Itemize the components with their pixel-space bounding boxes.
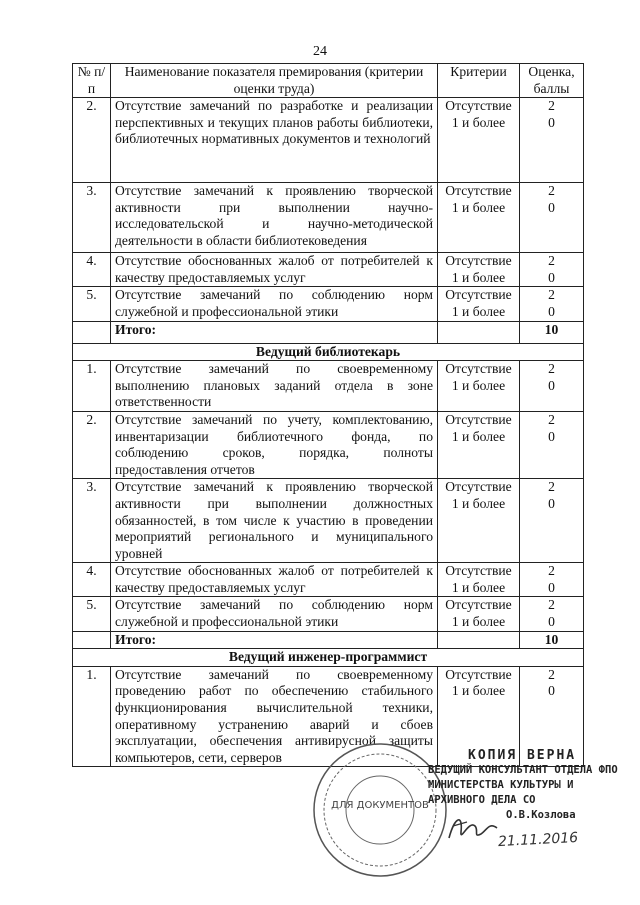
row-number: 1. (73, 361, 111, 412)
section-title: Ведущий инженер-программист (73, 649, 584, 667)
row-criteria: Отсутствие 1 и более (438, 479, 520, 563)
row-criteria: Отсутствие 1 и более (438, 98, 520, 183)
row-score: 2 0 (520, 597, 584, 631)
section-title: Ведущий библиотекарь (73, 343, 584, 361)
header-num: № п/п (73, 64, 111, 98)
certifier-name: О.В.Козлова (506, 809, 576, 821)
total-value: 10 (520, 631, 584, 649)
row-indicator: Отсутствие замечаний по разработке и реализации перспективных и текущих планов работы библиотеки, библиотечных нормативных документов и технологий (111, 98, 438, 183)
row-score: 2 0 (520, 361, 584, 412)
row-criteria: Отсутствие 1 и более (438, 666, 520, 767)
row-number: 4. (73, 253, 111, 287)
header-criteria: Критерии (438, 64, 520, 98)
row-criteria: Отсутствие 1 и более (438, 411, 520, 478)
row-indicator: Отсутствие замечаний по соблюдению норм служебной и профессиональной этики (111, 597, 438, 631)
row-number: 2. (73, 411, 111, 478)
row-indicator: Отсутствие замечаний по учету, комплектованию, инвентаризации библиотечного фонда, по соблюдению сроков, порядка, полноты предоставления отчетов (111, 411, 438, 478)
handwritten-signature (445, 808, 505, 848)
row-number: 5. (73, 287, 111, 321)
row-score: 2 0 (520, 253, 584, 287)
row-number: 2. (73, 98, 111, 183)
header-name: Наименование показателя премирования (критерии оценки труда) (111, 64, 438, 98)
certification-line: МИНИСТЕРСТВА КУЛЬТУРЫ И (428, 779, 574, 791)
row-score: 2 0 (520, 479, 584, 563)
row-score: 2 0 (520, 411, 584, 478)
table-row (73, 361, 584, 412)
row-criteria: Отсутствие 1 и более (438, 563, 520, 597)
table-row (73, 253, 584, 287)
row-indicator: Отсутствие замечаний по своевременному проведению работ по обеспечению стабильного функционирования вычислительной техники, оперативному устранению аварий и сбоев эксплуатации, обеспечения антивирусной защиты компьютеров, сети, серверов (111, 666, 438, 767)
table-row (73, 597, 584, 631)
row-score: 2 0 (520, 98, 584, 183)
row-indicator: Отсутствие замечаний к проявлению творческой активности при выполнении должностных обязанностей, в том числе к участию в проведении мероприятий регионального и муниципального уровней (111, 479, 438, 563)
row-criteria: Отсутствие 1 и более (438, 287, 520, 321)
row-number: 3. (73, 479, 111, 563)
row-number: 4. (73, 563, 111, 597)
row-score: 2 0 (520, 287, 584, 321)
table-header-row (73, 64, 584, 98)
row-indicator: Отсутствие обоснованных жалоб от потребителей к качеству предоставляемых услуг (111, 563, 438, 597)
table-row (73, 183, 584, 253)
certification-line: ВЕДУЩИЙ КОНСУЛЬТАНТ ОТДЕЛА ФПО (428, 764, 618, 776)
table-row (73, 563, 584, 597)
row-score: 2 0 (520, 563, 584, 597)
certification-date: 21.11.2016 (497, 829, 579, 851)
total-label: Итого: (111, 631, 438, 649)
certification-title: КОПИЯ ВЕРНА (468, 748, 577, 763)
header-score: Оценка, баллы (520, 64, 584, 98)
row-criteria: Отсутствие 1 и более (438, 597, 520, 631)
stamp-text: ДЛЯ ДОКУМЕНТОВ (331, 800, 429, 811)
section-title-row (73, 343, 584, 361)
row-indicator: Отсутствие замечаний к проявлению творческой активности при выполнении научно-исследовательской и научно-методической деятельности в области библиотековедения (111, 183, 438, 253)
total-value: 10 (520, 321, 584, 343)
certification-line: АРХИВНОГО ДЕЛА СО (428, 794, 536, 806)
table-row (73, 287, 584, 321)
row-score: 2 0 (520, 666, 584, 767)
total-label: Итого: (111, 321, 438, 343)
row-indicator: Отсутствие замечаний по своевременному выполнению плановых заданий отдела в зоне ответственности (111, 361, 438, 412)
row-criteria: Отсутствие 1 и более (438, 183, 520, 253)
section-title-row (73, 649, 584, 667)
row-number: 5. (73, 597, 111, 631)
row-indicator: Отсутствие замечаний по соблюдению норм служебной и профессиональной этики (111, 287, 438, 321)
row-criteria: Отсутствие 1 и более (438, 253, 520, 287)
total-row (73, 321, 584, 343)
row-number: 3. (73, 183, 111, 253)
row-number: 1. (73, 666, 111, 767)
total-row (73, 631, 584, 649)
table-row (73, 98, 584, 183)
table-row (73, 411, 584, 478)
row-score: 2 0 (520, 183, 584, 253)
table-row (73, 479, 584, 563)
bonus-criteria-table (72, 63, 584, 767)
page-number: 24 (313, 44, 327, 59)
row-criteria: Отсутствие 1 и более (438, 361, 520, 412)
row-indicator: Отсутствие обоснованных жалоб от потребителей к качеству предоставляемых услуг (111, 253, 438, 287)
